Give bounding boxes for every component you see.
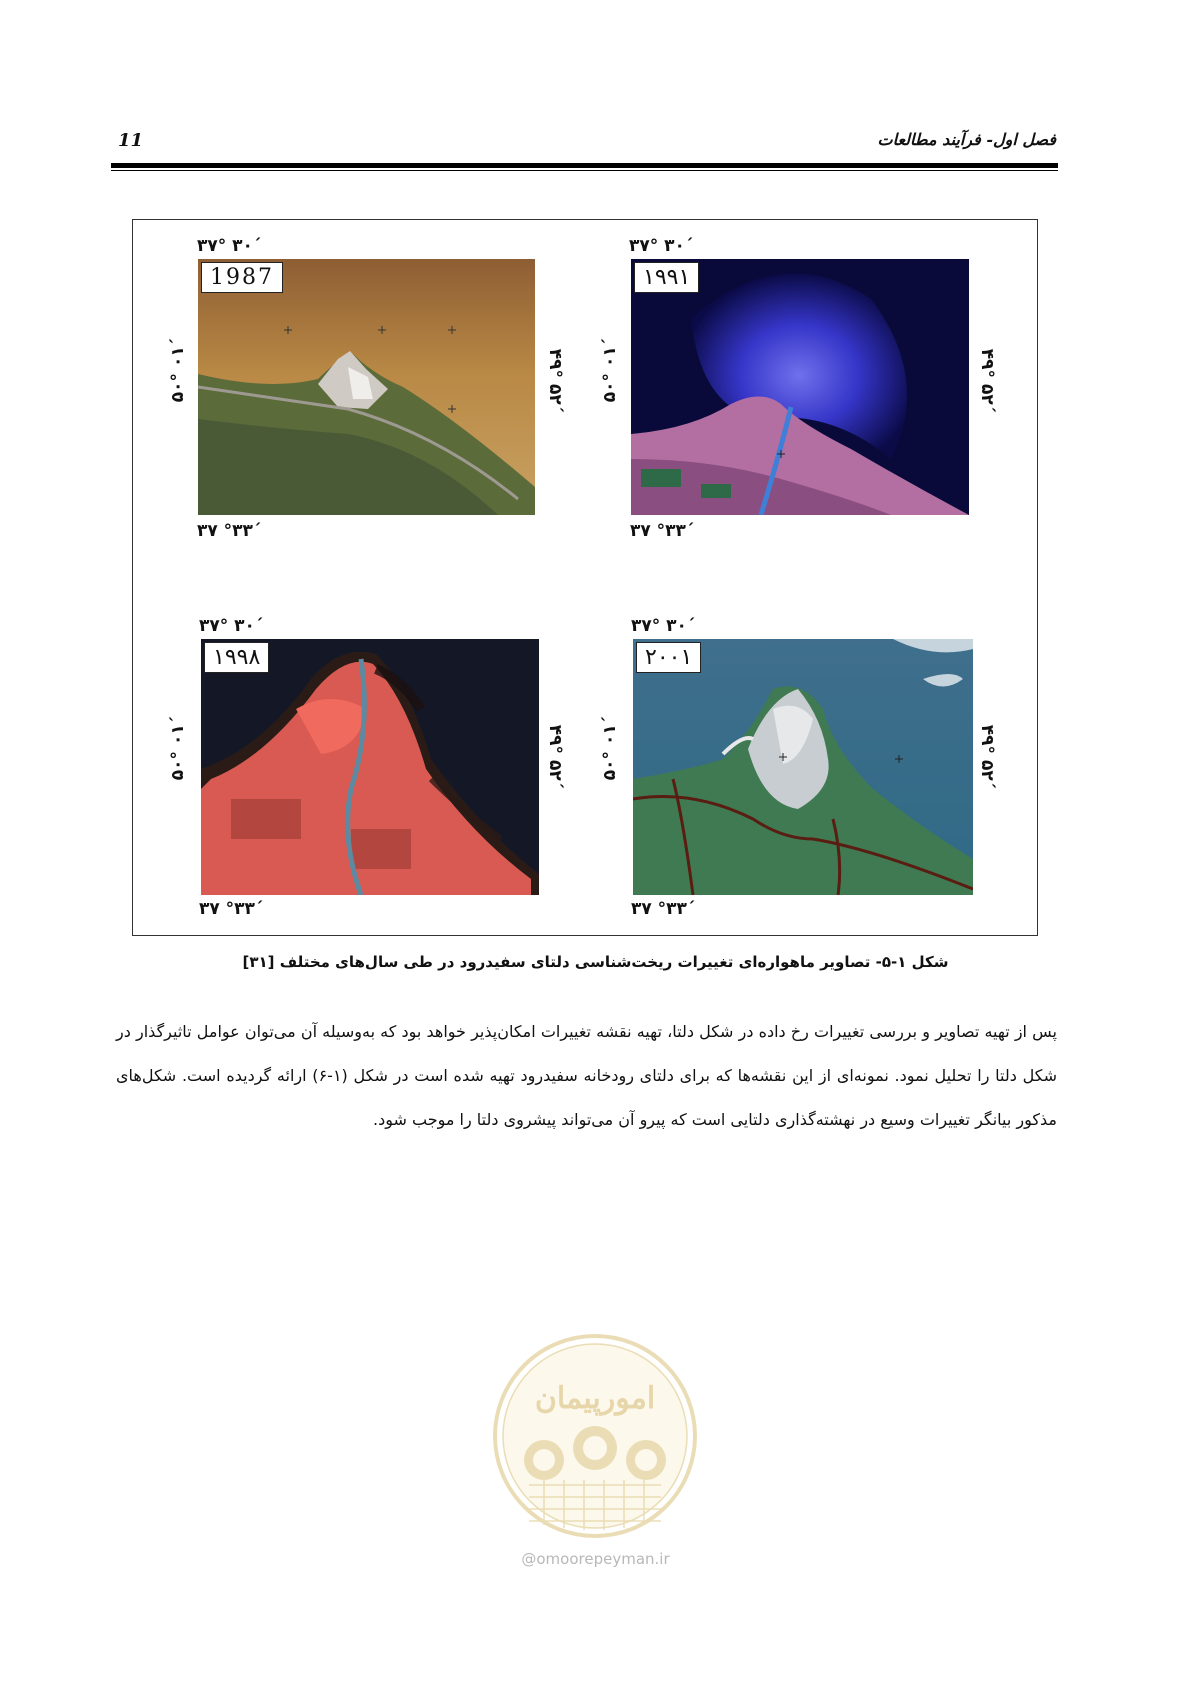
- panel-1991-top-coord: ۳۷° ۳۰΄: [629, 236, 693, 256]
- satellite-image-2001: [633, 639, 973, 895]
- panel-2001-bottom-coord: ۳۷ °۳۳΄: [631, 899, 695, 919]
- panel-2001-top-coord: ۳۷° ۳۰΄: [631, 616, 695, 636]
- panel-1991-right-coord: ۴۹° ۵۲΄: [977, 348, 998, 413]
- panel-1987-year: 1987: [201, 262, 283, 293]
- panel-1991-left-coord: ۵۰° ۰۱΄: [600, 338, 621, 403]
- header-rule-thick: [111, 163, 1058, 168]
- panel-1998-left-coord: ۵۰° ۰۱΄: [168, 716, 189, 781]
- panel-1987-left-coord: ۵۰° ۰۱΄: [168, 338, 189, 403]
- watermark-logo-text: امورپیمان: [534, 1381, 656, 1416]
- header-rule-thin: [111, 170, 1058, 171]
- panel-2001-left-coord: ۵۰° ۰۱΄: [600, 716, 621, 781]
- panel-1987-right-coord: ۴۹° ۵۲΄: [545, 348, 566, 413]
- body-paragraph-text: پس از تهیه تصاویر و بررسی تغییرات رخ داده در شکل دلتا، تهیه نقشه تغییرات امکان‌پذیر خواهد بود که به‌وسیله آن می‌توان عوامل تاثیرگذار در شکل دلتا را تحلیل نمود. نمونه‌ای از این نقشه‌ها که برای دلتای رودخانه سفیدرود تهیه شده است در شکل (۱-۶) ارائه گردیده است. شکل‌های مذکور بیانگر تغییرات وسیع در نهشته‌گذاری دلتایی است که پیرو آن می‌تواند پیشروی دلتا را موجب شود.: [116, 1022, 1057, 1129]
- watermark-url: @omoorepeyman.ir: [521, 1550, 670, 1568]
- panel-2001-year: ۲۰۰۱: [636, 642, 701, 673]
- panel-1991-bottom-coord: ۳۷ °۳۳΄: [630, 521, 694, 541]
- panel-1998-top-coord: ۳۷° ۳۰΄: [199, 616, 263, 636]
- body-paragraph: [116, 1010, 1057, 1142]
- chapter-title: فصل اول- فرآیند مطالعات: [877, 130, 1056, 149]
- panel-1991-year: ۱۹۹۱: [634, 262, 699, 293]
- panel-1998-year: ۱۹۹۸: [204, 642, 269, 673]
- panel-2001-right-coord: ۴۹° ۵۲΄: [977, 724, 998, 789]
- satellite-image-1998: [201, 639, 539, 895]
- watermark-logo: [489, 1330, 701, 1542]
- figure-frame: [132, 219, 1038, 936]
- figure-caption: شکل ۱-۵- تصاویر ماهواره‌ای تغییرات ریخت‌شناسی دلتای سفیدرود در طی سال‌های مختلف [۳۱]: [242, 953, 949, 971]
- satellite-image-1991: [631, 259, 969, 515]
- panel-1987-bottom-coord: ۳۷ °۳۳΄: [197, 521, 261, 541]
- panel-1987-top-coord: ۳۷° ۳۰΄: [197, 236, 261, 256]
- page-number: 11: [118, 130, 144, 151]
- panel-1998-bottom-coord: ۳۷ °۳۳΄: [199, 899, 263, 919]
- panel-1998-right-coord: ۴۹° ۵۲΄: [545, 724, 566, 789]
- satellite-image-1987: [198, 259, 535, 515]
